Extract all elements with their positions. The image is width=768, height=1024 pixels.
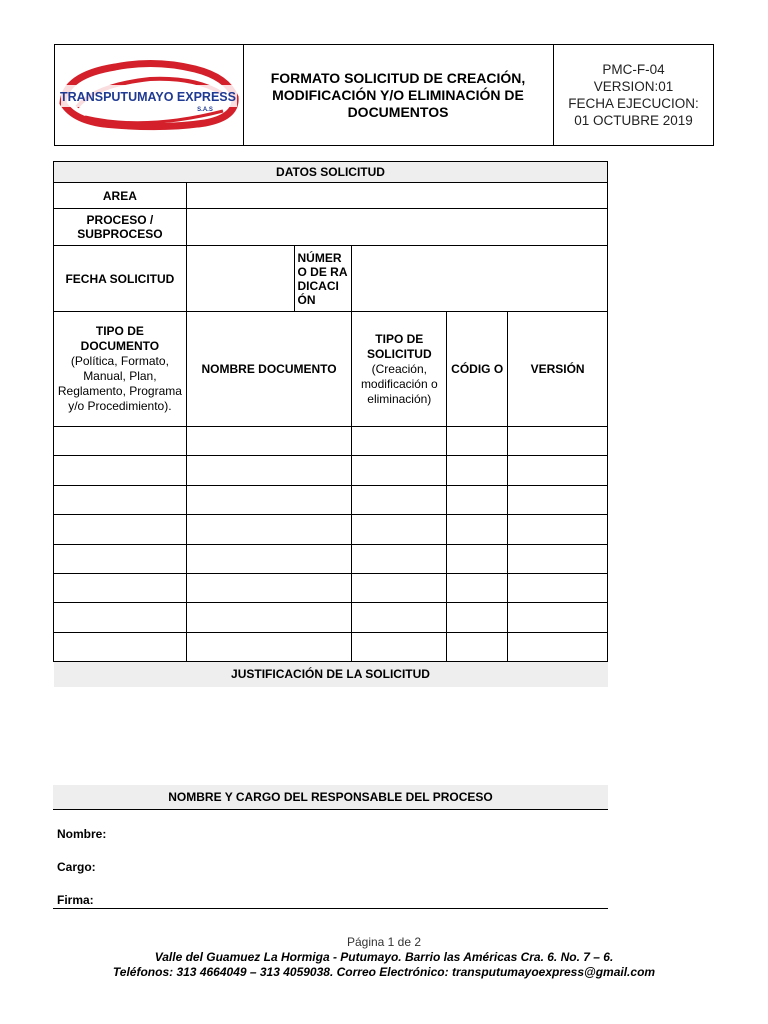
company-logo bbox=[55, 45, 241, 145]
area-label: AREA bbox=[54, 183, 187, 209]
tipo-solicitud-cell[interactable] bbox=[352, 515, 447, 544]
tipo-solicitud-title: TIPO DE SOLICITUD bbox=[366, 331, 432, 361]
document-row bbox=[54, 456, 608, 485]
logo-wordmark: TRANSPUTUMAYO EXPRESS bbox=[60, 90, 236, 104]
document-row bbox=[54, 632, 608, 661]
tipo-documento-cell[interactable] bbox=[54, 427, 187, 456]
document-control-info bbox=[554, 45, 713, 145]
document-row bbox=[54, 427, 608, 456]
version-cell[interactable] bbox=[508, 573, 608, 602]
tipo-documento-title: TIPO DE DOCUMENTO bbox=[80, 324, 160, 353]
fecha-label: FECHA SOLICITUD bbox=[54, 246, 187, 312]
firma-field[interactable] bbox=[120, 888, 600, 908]
logo-suffix: S.A.S bbox=[197, 107, 213, 113]
tipo-solicitud-note: (Creación, modificación o eliminación) bbox=[360, 361, 438, 406]
document-row bbox=[54, 515, 608, 544]
tipo-solicitud-cell[interactable] bbox=[352, 427, 447, 456]
version-cell[interactable] bbox=[508, 632, 608, 661]
document-row bbox=[54, 544, 608, 573]
firma-line bbox=[53, 908, 608, 909]
document-rows bbox=[54, 427, 608, 662]
tipo-documento-cell[interactable] bbox=[54, 603, 187, 632]
footer-contact: Teléfonos: 313 4664049 – 313 4059038. Correo Electrónico: transputumayoexpress@gmail.com bbox=[112, 965, 656, 979]
tipo-documento-cell[interactable] bbox=[54, 485, 187, 514]
section-title-datos: DATOS SOLICITUD bbox=[54, 162, 608, 183]
nombre-documento-cell[interactable] bbox=[186, 456, 352, 485]
tipo-solicitud-cell[interactable] bbox=[352, 603, 447, 632]
document-row bbox=[54, 485, 608, 514]
tipo-solicitud-cell[interactable] bbox=[352, 485, 447, 514]
firma-label: Firma: bbox=[57, 893, 94, 907]
codigo-cell[interactable] bbox=[447, 603, 508, 632]
logo-cell bbox=[55, 45, 244, 145]
tipo-documento-cell[interactable] bbox=[54, 632, 187, 661]
tipo-solicitud-cell[interactable] bbox=[352, 632, 447, 661]
version-cell[interactable] bbox=[508, 456, 608, 485]
col-header-tipo-solicitud bbox=[352, 312, 447, 427]
version-cell[interactable] bbox=[508, 485, 608, 514]
cargo-field[interactable] bbox=[120, 855, 600, 877]
codigo-cell[interactable] bbox=[447, 427, 508, 456]
cargo-label: Cargo: bbox=[57, 860, 96, 874]
nombre-documento-cell[interactable] bbox=[186, 485, 352, 514]
page-number: Página 1 de 2 bbox=[346, 935, 422, 949]
section-title-responsable: NOMBRE Y CARGO DEL RESPONSABLE DEL PROCESO bbox=[53, 785, 608, 810]
tipo-documento-note: (Política, Formato, Manual, Plan, Reglamento, Programa y/o Procedimiento). bbox=[57, 354, 182, 413]
request-form-table bbox=[53, 161, 608, 687]
execution-date: 01 OCTUBRE 2019 bbox=[574, 113, 693, 128]
tipo-documento-cell[interactable] bbox=[54, 515, 187, 544]
area-field[interactable] bbox=[186, 183, 607, 209]
col-header-nombre-documento: NOMBRE DOCUMENTO bbox=[186, 312, 352, 427]
codigo-cell[interactable] bbox=[447, 485, 508, 514]
nombre-documento-cell[interactable] bbox=[186, 515, 352, 544]
codigo-cell[interactable] bbox=[447, 573, 508, 602]
nombre-field[interactable] bbox=[120, 822, 600, 844]
document-title: FORMATO SOLICITUD DE CREACIÓN, MODIFICACIÓN Y/O ELIMINACIÓN DE DOCUMENTOS bbox=[243, 45, 554, 145]
version-cell[interactable] bbox=[508, 515, 608, 544]
col-header-tipo-documento bbox=[54, 312, 187, 427]
execution-date-label: FECHA EJECUCION: bbox=[568, 96, 699, 111]
codigo-cell[interactable] bbox=[447, 544, 508, 573]
document-row bbox=[54, 603, 608, 632]
nombre-label: Nombre: bbox=[57, 827, 107, 841]
tipo-solicitud-cell[interactable] bbox=[352, 573, 447, 602]
tipo-documento-cell[interactable] bbox=[54, 456, 187, 485]
tipo-documento-cell[interactable] bbox=[54, 573, 187, 602]
codigo-cell[interactable] bbox=[447, 515, 508, 544]
nombre-documento-cell[interactable] bbox=[186, 603, 352, 632]
footer-address: Valle del Guamuez La Hormiga - Putumayo. Barrio las Américas Cra. 6. No. 7 – 6. bbox=[154, 950, 614, 964]
proceso-field[interactable] bbox=[186, 209, 607, 246]
section-title-justificacion: JUSTIFICACIÓN DE LA SOLICITUD bbox=[54, 662, 608, 687]
document-row bbox=[54, 573, 608, 602]
document-version: VERSION:01 bbox=[593, 79, 674, 94]
nombre-documento-cell[interactable] bbox=[186, 632, 352, 661]
col-header-codigo: CÓDIG O bbox=[447, 312, 508, 427]
proceso-label: PROCESO / SUBPROCESO bbox=[54, 209, 187, 246]
document-code: PMC-F-04 bbox=[602, 62, 665, 77]
tipo-solicitud-cell[interactable] bbox=[352, 544, 447, 573]
fecha-field[interactable] bbox=[186, 246, 295, 312]
nombre-documento-cell[interactable] bbox=[186, 544, 352, 573]
version-cell[interactable] bbox=[508, 603, 608, 632]
codigo-cell[interactable] bbox=[447, 456, 508, 485]
tipo-solicitud-cell[interactable] bbox=[352, 456, 447, 485]
version-cell[interactable] bbox=[508, 427, 608, 456]
version-cell[interactable] bbox=[508, 544, 608, 573]
document-header bbox=[54, 44, 714, 146]
tipo-documento-cell[interactable] bbox=[54, 544, 187, 573]
numero-radicacion-field[interactable] bbox=[352, 246, 608, 312]
nombre-documento-cell[interactable] bbox=[186, 427, 352, 456]
col-header-version: VERSIÓN bbox=[508, 312, 608, 427]
nombre-documento-cell[interactable] bbox=[186, 573, 352, 602]
numero-radicacion-label: NÚMERO DE RADICACI ÓN bbox=[295, 246, 352, 312]
codigo-cell[interactable] bbox=[447, 632, 508, 661]
